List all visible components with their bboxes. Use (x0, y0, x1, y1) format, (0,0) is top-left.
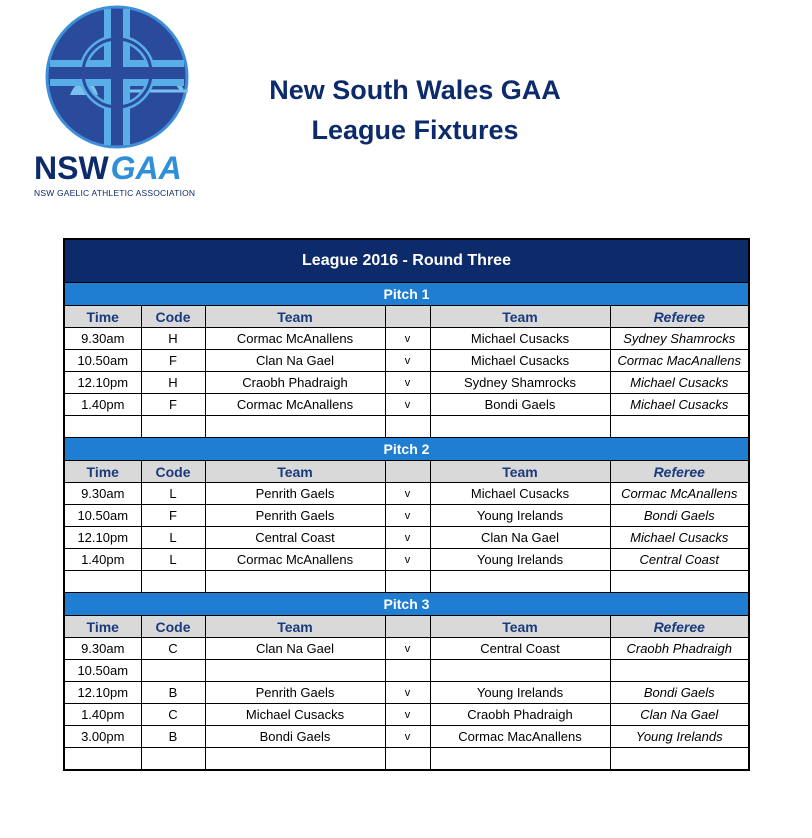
home-team-cell (205, 416, 385, 438)
column-header-team2: Team (430, 306, 610, 328)
versus-cell: v (385, 394, 430, 416)
away-team-cell: Michael Cusacks (430, 350, 610, 372)
referee-cell: Young Irelands (610, 726, 749, 748)
code-cell: F (141, 350, 205, 372)
time-cell: 12.10pm (64, 372, 141, 394)
fixture-row (64, 571, 749, 593)
code-cell: C (141, 704, 205, 726)
versus-cell: v (385, 704, 430, 726)
column-header-team1: Team (205, 616, 385, 638)
home-team-cell: Craobh Phadraigh (205, 372, 385, 394)
column-header-row (64, 306, 749, 328)
home-team-cell (205, 660, 385, 682)
code-cell: H (141, 328, 205, 350)
time-cell: 9.30am (64, 638, 141, 660)
versus-cell: v (385, 483, 430, 505)
logo-tagline: NSW GAELIC ATHLETIC ASSOCIATION (34, 188, 196, 198)
time-cell: 10.50am (64, 660, 141, 682)
versus-cell: v (385, 505, 430, 527)
league-title: League 2016 - Round Three (64, 239, 749, 283)
home-team-cell: Bondi Gaels (205, 726, 385, 748)
away-team-cell: Craobh Phadraigh (430, 704, 610, 726)
column-header-team2: Team (430, 461, 610, 483)
away-team-cell: Central Coast (430, 638, 610, 660)
referee-cell: Bondi Gaels (610, 505, 749, 527)
fixture-row (64, 549, 749, 571)
away-team-cell (430, 660, 610, 682)
column-header-referee: Referee (610, 306, 749, 328)
away-team-cell (430, 748, 610, 771)
league-title-row (64, 239, 749, 283)
fixture-row (64, 328, 749, 350)
column-header-time: Time (64, 616, 141, 638)
heading-line-1: New South Wales GAA (269, 75, 561, 105)
fixture-row (64, 726, 749, 748)
time-cell: 1.40pm (64, 549, 141, 571)
column-header-blank (385, 616, 430, 638)
away-team-cell: Bondi Gaels (430, 394, 610, 416)
versus-cell: v (385, 549, 430, 571)
column-header-code: Code (141, 461, 205, 483)
column-header-time: Time (64, 461, 141, 483)
code-cell (141, 660, 205, 682)
pitch-name: Pitch 2 (64, 438, 749, 461)
pitch-header-row (64, 593, 749, 616)
pitch-header-row (64, 438, 749, 461)
column-header-team1: Team (205, 306, 385, 328)
time-cell (64, 416, 141, 438)
fixture-row (64, 350, 749, 372)
away-team-cell: Cormac MacAnallens (430, 726, 610, 748)
versus-cell: v (385, 350, 430, 372)
away-team-cell: Michael Cusacks (430, 328, 610, 350)
code-cell: B (141, 726, 205, 748)
logo-nsw: NSW (34, 150, 109, 186)
versus-cell (385, 660, 430, 682)
fixture-row (64, 682, 749, 704)
nsw-gaa-logo (30, 5, 205, 200)
code-cell: L (141, 549, 205, 571)
column-header-team1: Team (205, 461, 385, 483)
away-team-cell (430, 416, 610, 438)
versus-cell: v (385, 726, 430, 748)
time-cell: 12.10pm (64, 682, 141, 704)
referee-cell (610, 416, 749, 438)
versus-cell (385, 748, 430, 771)
referee-cell (610, 660, 749, 682)
referee-cell: Central Coast (610, 549, 749, 571)
fixture-row (64, 748, 749, 771)
home-team-cell: Cormac McAnallens (205, 328, 385, 350)
code-cell: F (141, 505, 205, 527)
fixture-row (64, 704, 749, 726)
time-cell (64, 748, 141, 771)
time-cell (64, 571, 141, 593)
column-header-row (64, 461, 749, 483)
time-cell: 12.10pm (64, 527, 141, 549)
home-team-cell (205, 571, 385, 593)
column-header-blank (385, 306, 430, 328)
versus-cell (385, 571, 430, 593)
pitch-name: Pitch 1 (64, 283, 749, 306)
fixtures-table (63, 238, 750, 771)
page-heading (230, 70, 600, 150)
time-cell: 10.50am (64, 505, 141, 527)
time-cell: 1.40pm (64, 394, 141, 416)
fixture-row (64, 638, 749, 660)
away-team-cell: Young Irelands (430, 549, 610, 571)
home-team-cell: Penrith Gaels (205, 483, 385, 505)
referee-cell: Clan Na Gael (610, 704, 749, 726)
referee-cell: Sydney Shamrocks (610, 328, 749, 350)
code-cell (141, 416, 205, 438)
pitch-name: Pitch 3 (64, 593, 749, 616)
fixture-row (64, 394, 749, 416)
celtic-cross-icon (30, 5, 205, 150)
home-team-cell: Central Coast (205, 527, 385, 549)
home-team-cell: Penrith Gaels (205, 682, 385, 704)
referee-cell: Cormac MacAnallens (610, 350, 749, 372)
versus-cell: v (385, 682, 430, 704)
column-header-referee: Referee (610, 461, 749, 483)
column-header-time: Time (64, 306, 141, 328)
home-team-cell: Penrith Gaels (205, 505, 385, 527)
home-team-cell: Michael Cusacks (205, 704, 385, 726)
versus-cell: v (385, 328, 430, 350)
home-team-cell: Clan Na Gael (205, 638, 385, 660)
column-header-code: Code (141, 306, 205, 328)
versus-cell (385, 416, 430, 438)
time-cell: 9.30am (64, 483, 141, 505)
away-team-cell: Young Irelands (430, 505, 610, 527)
referee-cell: Cormac McAnallens (610, 483, 749, 505)
logo-wordmark (34, 150, 182, 187)
column-header-row (64, 616, 749, 638)
referee-cell: Craobh Phadraigh (610, 638, 749, 660)
column-header-blank (385, 461, 430, 483)
heading-line-2: League Fixtures (311, 115, 519, 145)
home-team-cell: Cormac McAnallens (205, 549, 385, 571)
referee-cell (610, 571, 749, 593)
column-header-code: Code (141, 616, 205, 638)
home-team-cell (205, 748, 385, 771)
logo-gaa: GAA (110, 150, 182, 186)
code-cell: L (141, 527, 205, 549)
referee-cell: Michael Cusacks (610, 372, 749, 394)
away-team-cell (430, 571, 610, 593)
time-cell: 10.50am (64, 350, 141, 372)
time-cell: 1.40pm (64, 704, 141, 726)
code-cell: C (141, 638, 205, 660)
column-header-referee: Referee (610, 616, 749, 638)
code-cell: B (141, 682, 205, 704)
time-cell: 9.30am (64, 328, 141, 350)
code-cell: F (141, 394, 205, 416)
column-header-team2: Team (430, 616, 610, 638)
versus-cell: v (385, 638, 430, 660)
fixture-row (64, 505, 749, 527)
away-team-cell: Michael Cusacks (430, 483, 610, 505)
away-team-cell: Clan Na Gael (430, 527, 610, 549)
versus-cell: v (385, 527, 430, 549)
code-cell: L (141, 483, 205, 505)
versus-cell: v (385, 372, 430, 394)
away-team-cell: Sydney Shamrocks (430, 372, 610, 394)
home-team-cell: Cormac McAnallens (205, 394, 385, 416)
fixture-row (64, 527, 749, 549)
fixture-row (64, 660, 749, 682)
referee-cell: Michael Cusacks (610, 394, 749, 416)
pitch-header-row (64, 283, 749, 306)
fixture-row (64, 372, 749, 394)
fixture-row (64, 483, 749, 505)
away-team-cell: Young Irelands (430, 682, 610, 704)
referee-cell (610, 748, 749, 771)
code-cell: H (141, 372, 205, 394)
code-cell (141, 571, 205, 593)
home-team-cell: Clan Na Gael (205, 350, 385, 372)
referee-cell: Bondi Gaels (610, 682, 749, 704)
code-cell (141, 748, 205, 771)
referee-cell: Michael Cusacks (610, 527, 749, 549)
fixture-row (64, 416, 749, 438)
time-cell: 3.00pm (64, 726, 141, 748)
